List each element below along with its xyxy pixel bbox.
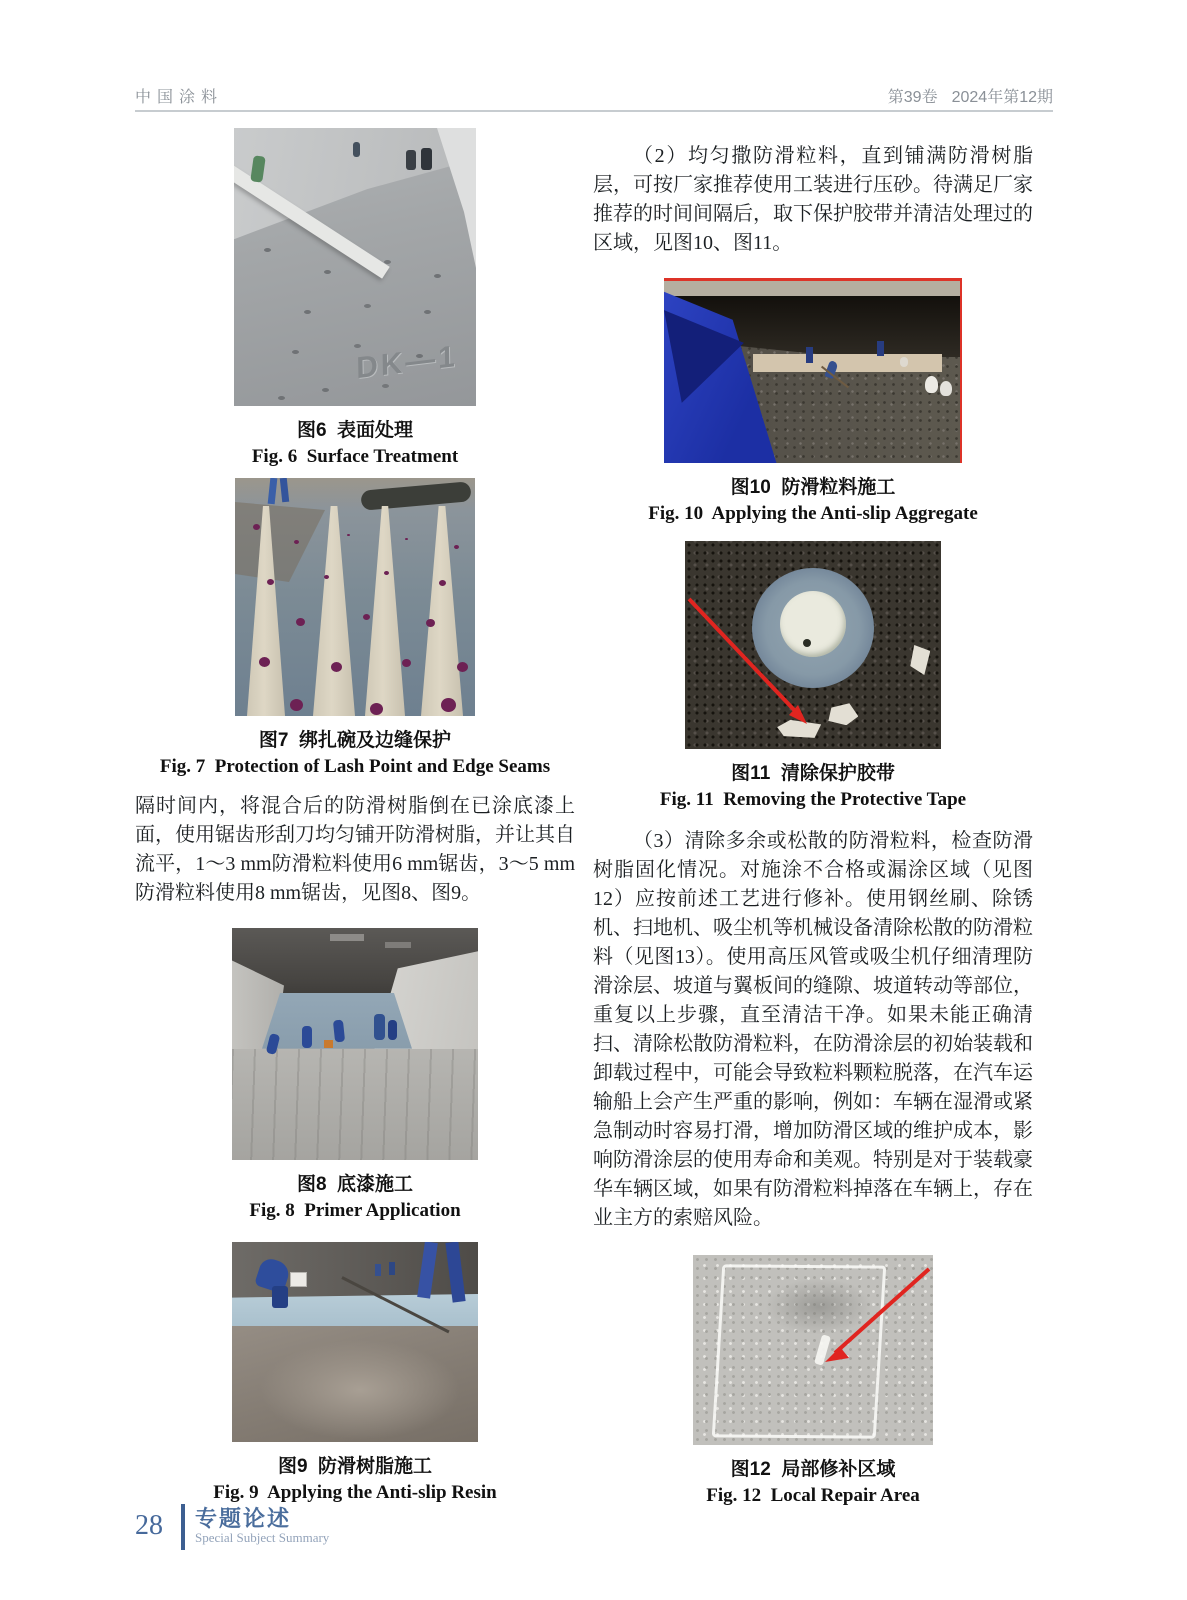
- figure11-caption-en: Fig. 11 Removing the Protective Tape: [659, 789, 967, 810]
- worker-leg: [268, 478, 278, 504]
- aggregate-bag: [940, 381, 952, 396]
- worker-figure: [333, 1020, 345, 1043]
- footer-divider-bar: [181, 1504, 185, 1550]
- section-title-cn: 专题论述: [195, 1506, 292, 1531]
- deck-ceiling-strip: [664, 281, 960, 297]
- figure12-caption: [593, 1454, 1033, 1507]
- figure12-photo: [693, 1255, 933, 1445]
- worker-figure: [302, 1026, 312, 1048]
- figure-11: [593, 541, 1033, 811]
- figure9-caption-en: Fig. 9 Applying the Anti-slip Resin: [213, 1482, 497, 1503]
- figure6-caption-cn: 图6 表面处理: [296, 420, 414, 441]
- protection-tape-strip: [421, 506, 463, 716]
- aggregate-bag: [925, 376, 938, 393]
- worker-figure: [353, 142, 360, 157]
- figure7-caption-cn: 图7 绑扎碗及边缝保护: [258, 730, 452, 751]
- worker-figure: [406, 150, 416, 170]
- page-number: 28: [135, 1510, 163, 1541]
- wet-area: [235, 502, 325, 582]
- protection-tape-strip: [365, 506, 405, 716]
- red-arrow-icon: [685, 541, 941, 749]
- figure7-caption-en: Fig. 7 Protection of Lash Point and Edge Seams: [159, 756, 551, 777]
- issue-info: [874, 84, 1053, 107]
- red-arrow-icon: [693, 1255, 933, 1445]
- right-column: [593, 122, 1033, 1507]
- page-header: [135, 84, 1053, 108]
- figure-6: [135, 128, 575, 468]
- wet-resin-area: [232, 1326, 478, 1442]
- figure7-photo: [235, 478, 475, 716]
- ceiling-vent: [330, 934, 364, 941]
- figure9-photo: [232, 1242, 478, 1442]
- figure10-caption-en: Fig. 10 Applying the Anti-slip Aggregate: [648, 503, 978, 524]
- figure12-caption-cn: 图12 局部修补区域: [730, 1459, 896, 1480]
- figure10-caption: [593, 472, 1033, 525]
- debris-pile: [360, 481, 471, 511]
- figure-9: [135, 1242, 575, 1504]
- issue-label: 2024年第12期: [951, 89, 1053, 106]
- figure7-caption: [135, 725, 575, 778]
- deck-floor: [232, 1049, 478, 1160]
- figure-7: [135, 478, 575, 778]
- figure11-caption: [593, 758, 1033, 811]
- lash-point-covers: [253, 524, 260, 530]
- figure-8: [135, 928, 575, 1222]
- page-footer: [135, 1498, 535, 1554]
- figure10-caption-cn: 图10 防滑粒料施工: [730, 477, 896, 498]
- figure6-caption: [135, 415, 575, 468]
- worker-figure: [806, 347, 813, 363]
- paint-bucket: [324, 1040, 333, 1048]
- protection-tape-strip: [313, 506, 355, 716]
- left-column: [135, 122, 575, 1504]
- body-paragraph-step2: （2）均匀撒防滑粒料，直到铺满防滑树脂层，可按厂家推荐使用工装进行压砂。待满足厂家推荐的时间间隔后，取下保护胶带并清洁处理过的区域，见图10、图11。: [593, 145, 1033, 254]
- worker-figure: [272, 1286, 288, 1308]
- volume-label: 第39卷: [887, 89, 938, 106]
- header-divider: [135, 110, 1053, 112]
- figure-12: [593, 1255, 1033, 1507]
- figure9-caption: [135, 1451, 575, 1504]
- primed-floor-band: [232, 1294, 478, 1330]
- worker-figure: [374, 1014, 385, 1040]
- section-title-en: Special Subject Summary: [195, 1530, 330, 1545]
- figure11-caption-cn: 图11 清除保护胶带: [731, 763, 895, 784]
- deck-fitting-dots: [264, 248, 271, 252]
- sunlit-strip: [753, 354, 942, 372]
- worker-figure: [388, 1020, 397, 1040]
- worker-figure: [877, 341, 884, 356]
- worker-figure: [389, 1262, 395, 1275]
- figure8-caption-en: Fig. 8 Primer Application: [249, 1200, 461, 1221]
- figure11-photo: [685, 541, 941, 749]
- figure9-caption-cn: 图9 防滑树脂施工: [277, 1456, 433, 1477]
- worker-leg: [280, 478, 289, 502]
- figure8-photo: [232, 928, 478, 1160]
- resin-bucket: [290, 1272, 307, 1287]
- journal-title: 中国涂料: [135, 89, 224, 106]
- figure-10: [593, 278, 1033, 525]
- figure8-caption-cn: 图8 底漆施工: [296, 1174, 414, 1195]
- ceiling-vent: [385, 942, 411, 948]
- figure6-photo: [234, 128, 476, 406]
- figure10-photo: [664, 278, 962, 463]
- figure6-caption-en: Fig. 6 Surface Treatment: [251, 446, 459, 467]
- deck-marking-label: DK—1: [356, 339, 458, 386]
- figure12-caption-en: Fig. 12 Local Repair Area: [706, 1485, 920, 1506]
- body-paragraph-continued: 隔时间内，将混合后的防滑树脂倒在已涂底漆上面，使用锯齿形刮刀均匀铺开防滑树脂，并让其自流平，1～3 mm防滑粒料使用6 mm锯齿，3～5 mm防滑粒料使用8 mm锯齿，见图8、图9。: [135, 795, 575, 904]
- figure8-caption: [135, 1169, 575, 1222]
- worker-figure: [375, 1264, 381, 1276]
- worker-figure: [421, 148, 432, 170]
- body-paragraph-step3: （3）清除多余或松散的防滑粒料，检查防滑树脂固化情况。对施涂不合格或漏涂区域（见图12）应按前述工艺进行修补。使用钢丝刷、除锈机、扫地机、吸尘机等机械设备清除松散的防滑粒料（见图13）。使用高压风管或吸尘机仔细清理防滑涂层、坡道与翼板间的缝隙、坡道转动等部位，重复以上步骤，直至清洁干净。如果未能正确清扫、清除松散防滑粒料，在防滑涂层的初始装载和卸载过程中，可能会导致粒料颗粒脱落，在汽车运输船上会产生严重的影响，例如：车辆在湿滑或紧急制动时容易打滑，增加防滑区域的维护成本，影响防滑涂层的使用寿命和美观。特别是对于装载豪华车辆区域，如果有防滑粒料掉落在车辆上，存在业主方的索赔风险。: [593, 830, 1033, 1229]
